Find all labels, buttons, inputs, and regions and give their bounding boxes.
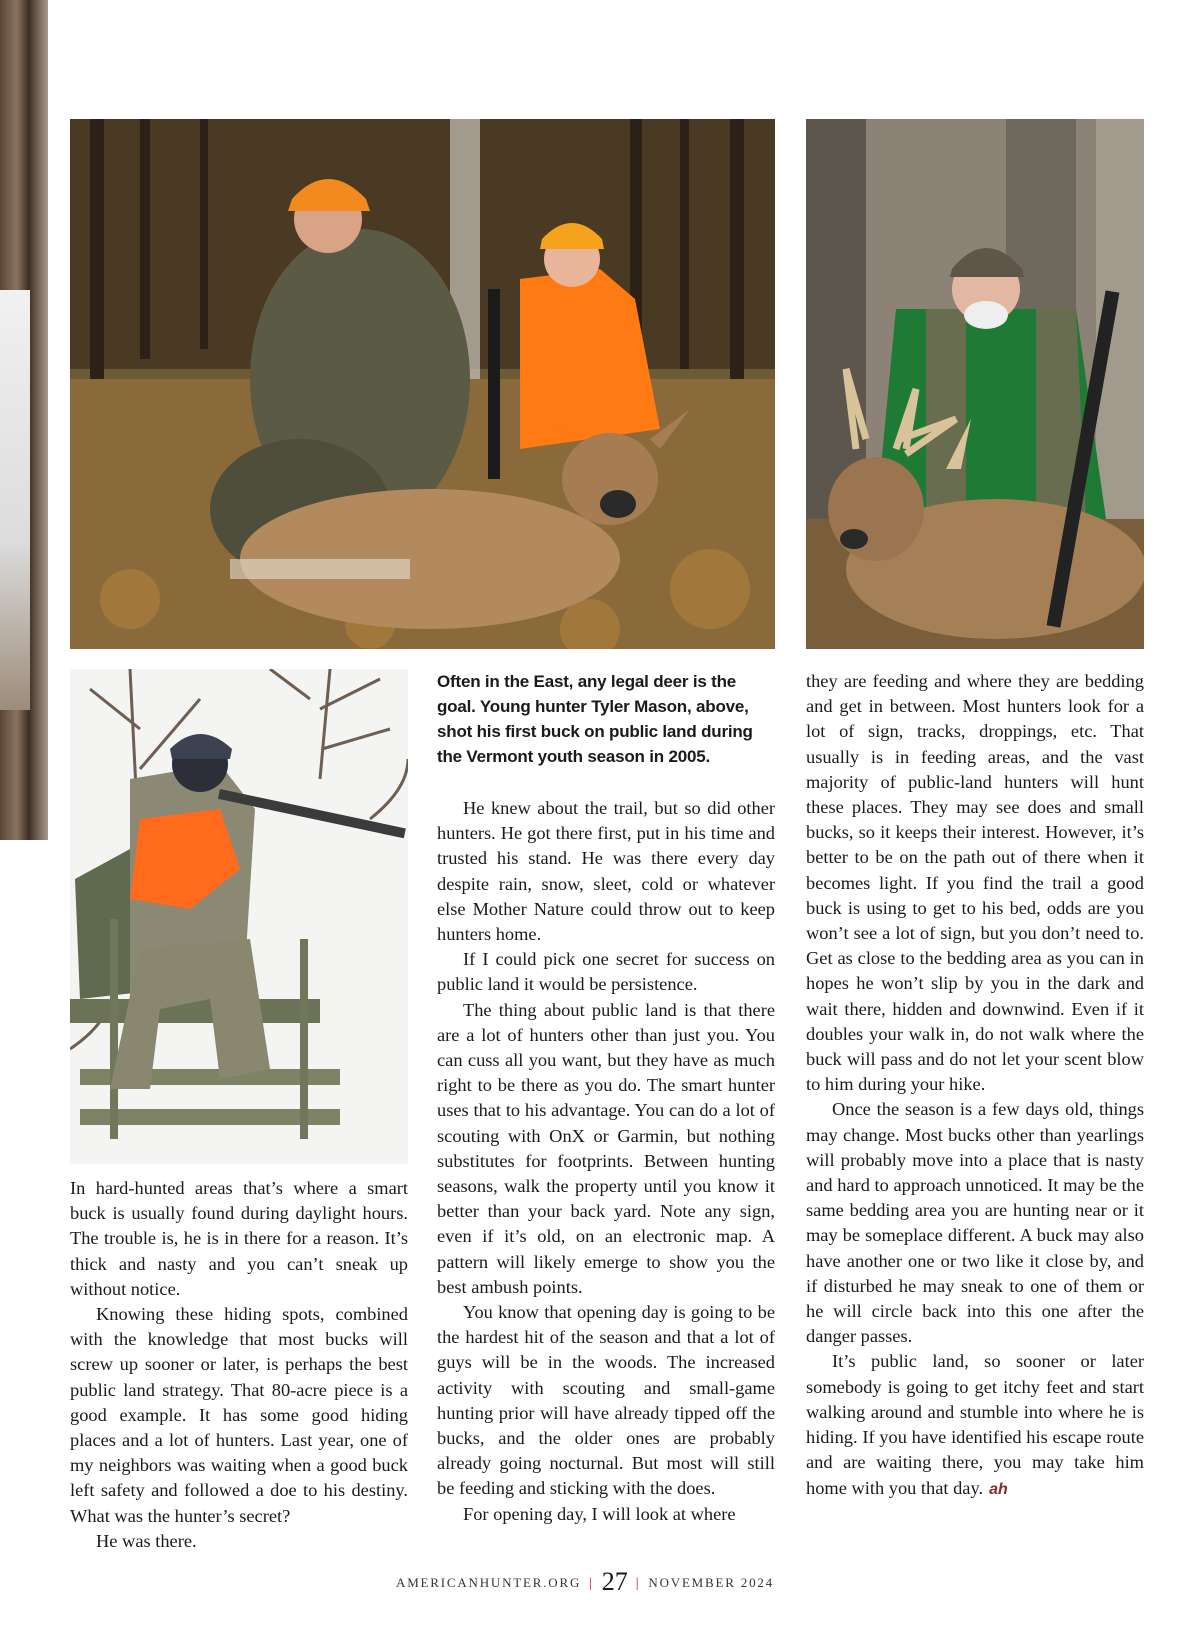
- edge-snow: [0, 290, 30, 710]
- paragraph: He was there.: [96, 1530, 197, 1551]
- body-column-3: [806, 669, 1144, 1502]
- paragraph: If I could pick one secret for success on public land it would be persistence.: [437, 949, 775, 995]
- hunter-with-buck-photo: [806, 119, 1144, 649]
- folio-separator: |: [635, 1576, 641, 1591]
- body-column-2: [437, 796, 775, 1527]
- paragraph: Knowing these hiding spots, combined with the knowledge that most bucks will screw up sooner or later, is perhaps the best public land strategy. That 80-acre piece is a good example. It has some good hiding places and a lot of hunters. Last year, one of my neighbors was waiting when a good buck left safety and followed a doe to his destiny. What was the hunter’s secret?: [70, 1304, 408, 1526]
- paragraph: [806, 1349, 1144, 1501]
- paragraph: Once the season is a few days old, things may change. Most bucks other than yearlings will probably move into a place that is nasty and hard to approach unnoticed. It may be the same bedding area you are hunting near or it may be someplace different. A buck may also have another one or two like it close by, and if disturbed he may sneak to one of them or he will circle back into this one after the danger passes.: [806, 1099, 1144, 1347]
- body-column-1: [70, 1176, 408, 1554]
- hunters-with-deer-photo: [70, 119, 775, 649]
- treestand-hunter-photo: [70, 669, 408, 1164]
- paragraph: For opening day, I will look at where: [463, 1503, 736, 1524]
- end-mark-logo: ah: [989, 1480, 1008, 1498]
- paragraph: He knew about the trail, but so did other hunters. He got there first, put in his time and trusted his stand. He was there every day despite rain, snow, sleet, cold or whatever else Mother Nature could throw out to keep hunters home.: [437, 798, 775, 945]
- page-number: 27: [601, 1567, 628, 1596]
- paragraph-text: It’s public land, so sooner or later somebody is going to get itchy feet and start walking around and stumble into where he is hiding. If you have identified his escape route and are waiting there, you may take him home with you that day.: [806, 1351, 1144, 1498]
- folio-site: AMERICANHUNTER.ORG: [396, 1575, 582, 1590]
- page-folio: [0, 1567, 1170, 1597]
- paragraph: In hard-hunted areas that’s where a smart buck is usually found during daylight hours. The trouble is, he is in there for a reason. It’s thick and nasty and you can’t sneak up without notice.: [70, 1178, 408, 1299]
- paragraph: The thing about public land is that there are a lot of hunters other than just you. You can cuss all you want, but they have as much right to be there as you do. The smart hunter uses that to his advantage. You can do a lot of scouting with OnX or Garmin, but nothing substitutes for footprints. Between hunting seasons, walk the property until you know it better than your back yard. Note any sign, even if it’s old, on an electronic map. A pattern will likely emerge to show you the best ambush points.: [437, 999, 775, 1297]
- edge-photo-bleed: [0, 0, 48, 840]
- photo-caption: Often in the East, any legal deer is the goal. Young hunter Tyler Mason, above, shot his first buck on public land during the Vermont youth season in 2005.: [437, 672, 753, 766]
- paragraph: they are feeding and where they are bedding and get in between. Most hunters look for a lot of sign, tracks, droppings, etc. That usually is in feeding areas, and the vast majority of public-land hunters will hunt these places. They may see does and small bucks, so it keeps their interest. However, it’s better to be on the path out of there when it becomes light. If you find the trail a good buck is using to get to his bed, odds are you won’t see a lot of sign, but you don’t need to. Get as close to the bedding area as you can in hopes he won’t slip by you in the dark and wait there, hidden and downwind. Even if it doubles your walk in, do not walk where the buck will pass and do not let your scent blow to him during your hike.: [806, 671, 1144, 1095]
- paragraph: You know that opening day is going to be the hardest hit of the season and that a lot of guys will be in the woods. The increased activity with scouting and small-game hunting prior will have already tipped off the bucks, and the older ones are probably already going nocturnal. But most will still be feeding and sticking with the does.: [437, 1302, 775, 1499]
- folio-issue: NOVEMBER 2024: [648, 1575, 774, 1590]
- folio-separator: |: [589, 1576, 594, 1591]
